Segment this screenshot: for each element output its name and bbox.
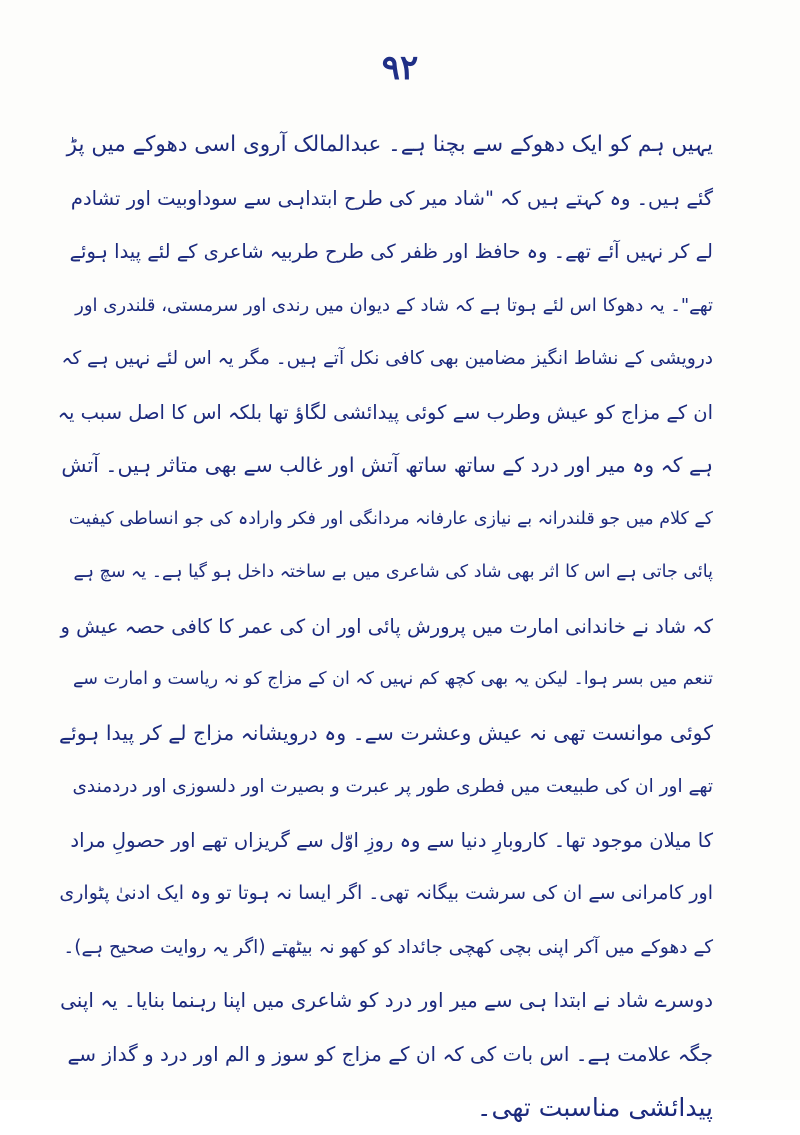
text-line: ان کے مزاج کو عیش وطرب سے کوئی پیدائشی لگاؤ تھا بلکہ اس کا اصل سبب یہ <box>57 400 713 424</box>
text-line: یہیں ہم کو ایک دھوکے سے بچنا ہے۔ عبدالمالک آروی اسی دھوکے میں پڑ <box>66 132 713 157</box>
page-body-text <box>57 118 713 1122</box>
text-line: دوسرے شاد نے ابتدا ہی سے میر اور درد کو شاعری میں اپنا رہنما بنایا۔ یہ اپنی <box>60 988 713 1012</box>
text-line: درویشی کے نشاط انگیز مضامین بھی کافی نکل آتے ہیں۔ مگر یہ اس لئے نہیں ہے کہ <box>61 348 713 369</box>
text-line-last: پیدائشی مناسبت تھی۔ <box>476 1093 713 1122</box>
text-line: اور کامرانی سے ان کی سرشت بیگانہ تھی۔ اگر ایسا نہ ہوتا تو وہ ایک ادنیٰ پٹواری <box>59 882 713 904</box>
text-line: ہے کہ وہ میر اور درد کے ساتھ ساتھ آتش اور غالب سے بھی متاثر ہیں۔ آتش <box>61 453 713 477</box>
text-line: تھے"۔ یہ دھوکا اس لئے ہوتا ہے کہ شاد کے دیوان میں رندی اور سرمستی، قلندری اور <box>75 294 713 316</box>
text-line: تھے اور ان کی طبیعت میں فطری طور پر عبرت و بصیرت اور دلسوزی اور دردمندی <box>72 776 713 797</box>
text-line: پائی جاتی ہے اس کا اثر بھی شاد کی شاعری میں بے ساختہ داخل ہو گیا ہے۔ یہ سچ ہے <box>73 562 713 582</box>
text-line: کے کلام میں جو قلندرانہ بے نیازی عارفانہ مردانگی اور فکر وارادہ کی جو انساطی کیفیت <box>68 508 713 529</box>
text-line: کوئی موانست تھی نہ عیش وعشرت سے۔ وہ درویشانہ مزاج لے کر پیدا ہوئے <box>59 720 713 745</box>
text-line: تنعم میں بسر ہوا۔ لیکن یہ بھی کچھ کم نہیں کہ ان کے مزاج کو نہ ریاست و امارت سے <box>72 669 713 689</box>
text-line: لے کر نہیں آئے تھے۔ وہ حافظ اور ظفر کی طرح طربیہ شاعری کے لئے پیدا ہوئے <box>69 240 713 263</box>
text-line: گئے ہیں۔ وہ کہتے ہیں کہ "شاد میر کی طرح ابتداہی سے سوداوبیت اور تشادم <box>70 186 713 210</box>
text-line: کے دھوکے میں آکر اپنی بچی کھچی جائداد کو کھو نہ بیٹھتے (اگر یہ روایت صحیح ہے)۔ <box>63 936 713 958</box>
text-line: کا میلان موجود تھا۔ کاروبارِ دنیا سے وہ روزِ اوّل سے گریزاں تھے اور حصولِ مراد <box>70 828 713 852</box>
text-line: کہ شاد نے خاندانی امارت میں پرورش پائی اور ان کی عمر کا کافی حصہ عیش و <box>60 614 713 638</box>
page-number: ۹۲ <box>381 48 419 88</box>
text-line: جگہ علامت ہے۔ اس بات کی کہ ان کے مزاج کو سوز و الم اور درد و گداز سے <box>67 1041 713 1066</box>
